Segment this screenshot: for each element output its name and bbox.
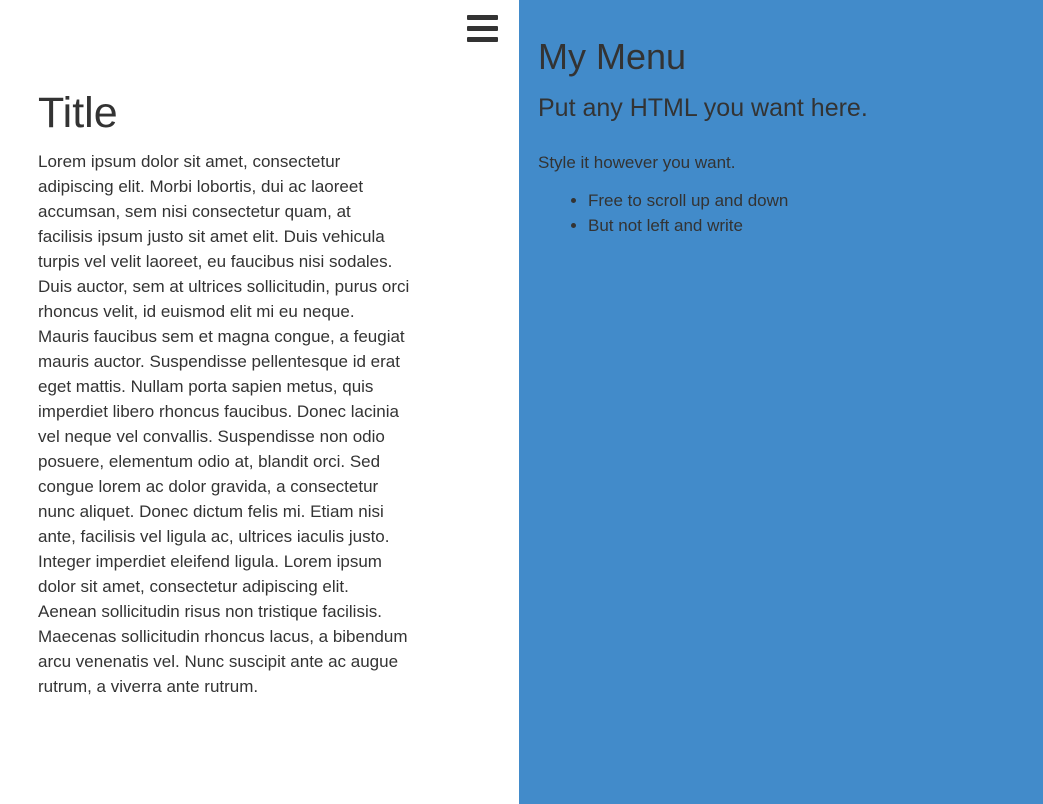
main-content <box>0 0 519 804</box>
hamburger-menu-icon[interactable] <box>467 15 499 45</box>
menu-subtitle: Put any HTML you want here. <box>538 94 868 122</box>
list-item: • But not left and write <box>588 213 788 238</box>
side-menu-panel[interactable] <box>519 0 1043 804</box>
menu-description: Style it however you want. <box>538 153 736 172</box>
hamburger-bar-bottom <box>467 37 498 42</box>
menu-list <box>538 188 788 238</box>
body-paragraph: Lorem ipsum dolor sit amet, consectetur adipiscing elit. Morbi lobortis, dui ac laoreet accumsan, sem nisi consectetur quam, at facilisis ipsum justo sit amet elit. Duis vehicula turpis vel velit laoreet, eu faucibus nisi sodales. Duis auctor, sem at ultrices sollicitudin, purus orci rhoncus velit, id euismod elit mi eu neque. Mauris faucibus sem et magna congue, a feugiat mauris auctor. Suspendisse pellentesque id erat eget mattis. Nullam porta sapien metus, quis imperdiet libero rhoncus faucibus. Donec lacinia vel neque vel convallis. Suspendisse non odio posuere, elementum odio at, blandit orci. Sed congue lorem ac dolor gravida, a consectetur nunc aliquet. Donec dictum felis mi. Etiam nisi ante, facilisis vel ligula ac, ultrices iaculis justo. Integer imperdiet eleifend ligula. Lorem ipsum dolor sit amet, consectetur adipiscing elit. Aenean sollicitudin risus non tristique facilisis. Maecenas sollicitudin rhoncus lacus, a bibendum arcu venenatis vel. Nunc suscipit ante ac augue rutrum, a viverra ante rutrum. <box>38 152 410 696</box>
page-title: Title <box>38 89 118 137</box>
list-item: • Free to scroll up and down <box>588 188 788 213</box>
hamburger-bar-middle <box>467 26 498 31</box>
menu-title: My Menu <box>538 36 687 77</box>
hamburger-bar-top <box>467 15 498 20</box>
